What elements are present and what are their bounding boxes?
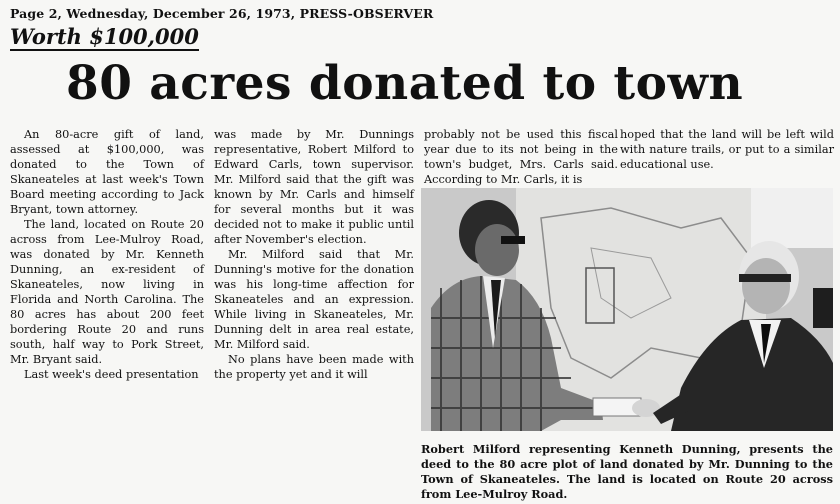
- paragraph: probably not be used this fiscal year due to its not being in the town's budget, Mrs. Carls said. According to Mr. Carls, it is: [424, 128, 618, 186]
- article-kicker: Worth $100,000: [10, 24, 199, 49]
- paragraph: The land, located on Route 20 across from Lee-Mulroy Road, was donated by Mr. Kenneth Dunning, an ex-resident of Skaneateles, now living in Florida and North Carolina. The 80 acres has about 200 feet bordering Route 20 and runs south, half way to Pork Street, Mr. Bryant said.: [10, 218, 204, 366]
- page-folio: Page 2, Wednesday, December 26, 1973, PRESS-OBSERVER: [10, 6, 434, 21]
- paragraph: An 80-acre gift of land, assessed at $100,000, was donated to the Town of Skaneateles at last week's Town Board meeting according to Jack Bryant, town attorney.: [10, 128, 204, 216]
- article-headline: 80 acres donated to town: [66, 56, 744, 111]
- paragraph: was made by Mr. Dunnings representative, Robert Milford to Edward Carls, town supervisor. Mr. Milford said that the gift was known by Mr. Carls and himself for several months but it was decided not to make it public until after November's election.: [214, 128, 414, 246]
- paragraph: Mr. Milford said that Mr. Dunning's motive for the donation was his long-time affection for Skaneateles and an expression. While living in Skaneateles, Mr. Dunning delt in area real estate, Mr. Milford said.: [214, 248, 414, 351]
- news-photo: [421, 188, 833, 431]
- paragraph: No plans have been made with the property yet and it will: [214, 353, 414, 381]
- article-column-4: [620, 127, 834, 172]
- photo-illustration: [421, 188, 833, 431]
- photo-caption: Robert Milford representing Kenneth Dunning, presents the deed to the 80 acre plot of land donated by Mr. Dunning to the Town of Skaneateles. The land is located on Route 20 across from Lee-Mulroy Road.: [421, 442, 833, 501]
- paragraph: hoped that the land will be left wild with nature trails, or put to a similar educational use.: [620, 128, 834, 171]
- article-column-1: [10, 127, 204, 382]
- paragraph: Last week's deed presentation: [24, 368, 199, 381]
- article-column-3: [424, 127, 618, 187]
- article-column-2: [214, 127, 414, 382]
